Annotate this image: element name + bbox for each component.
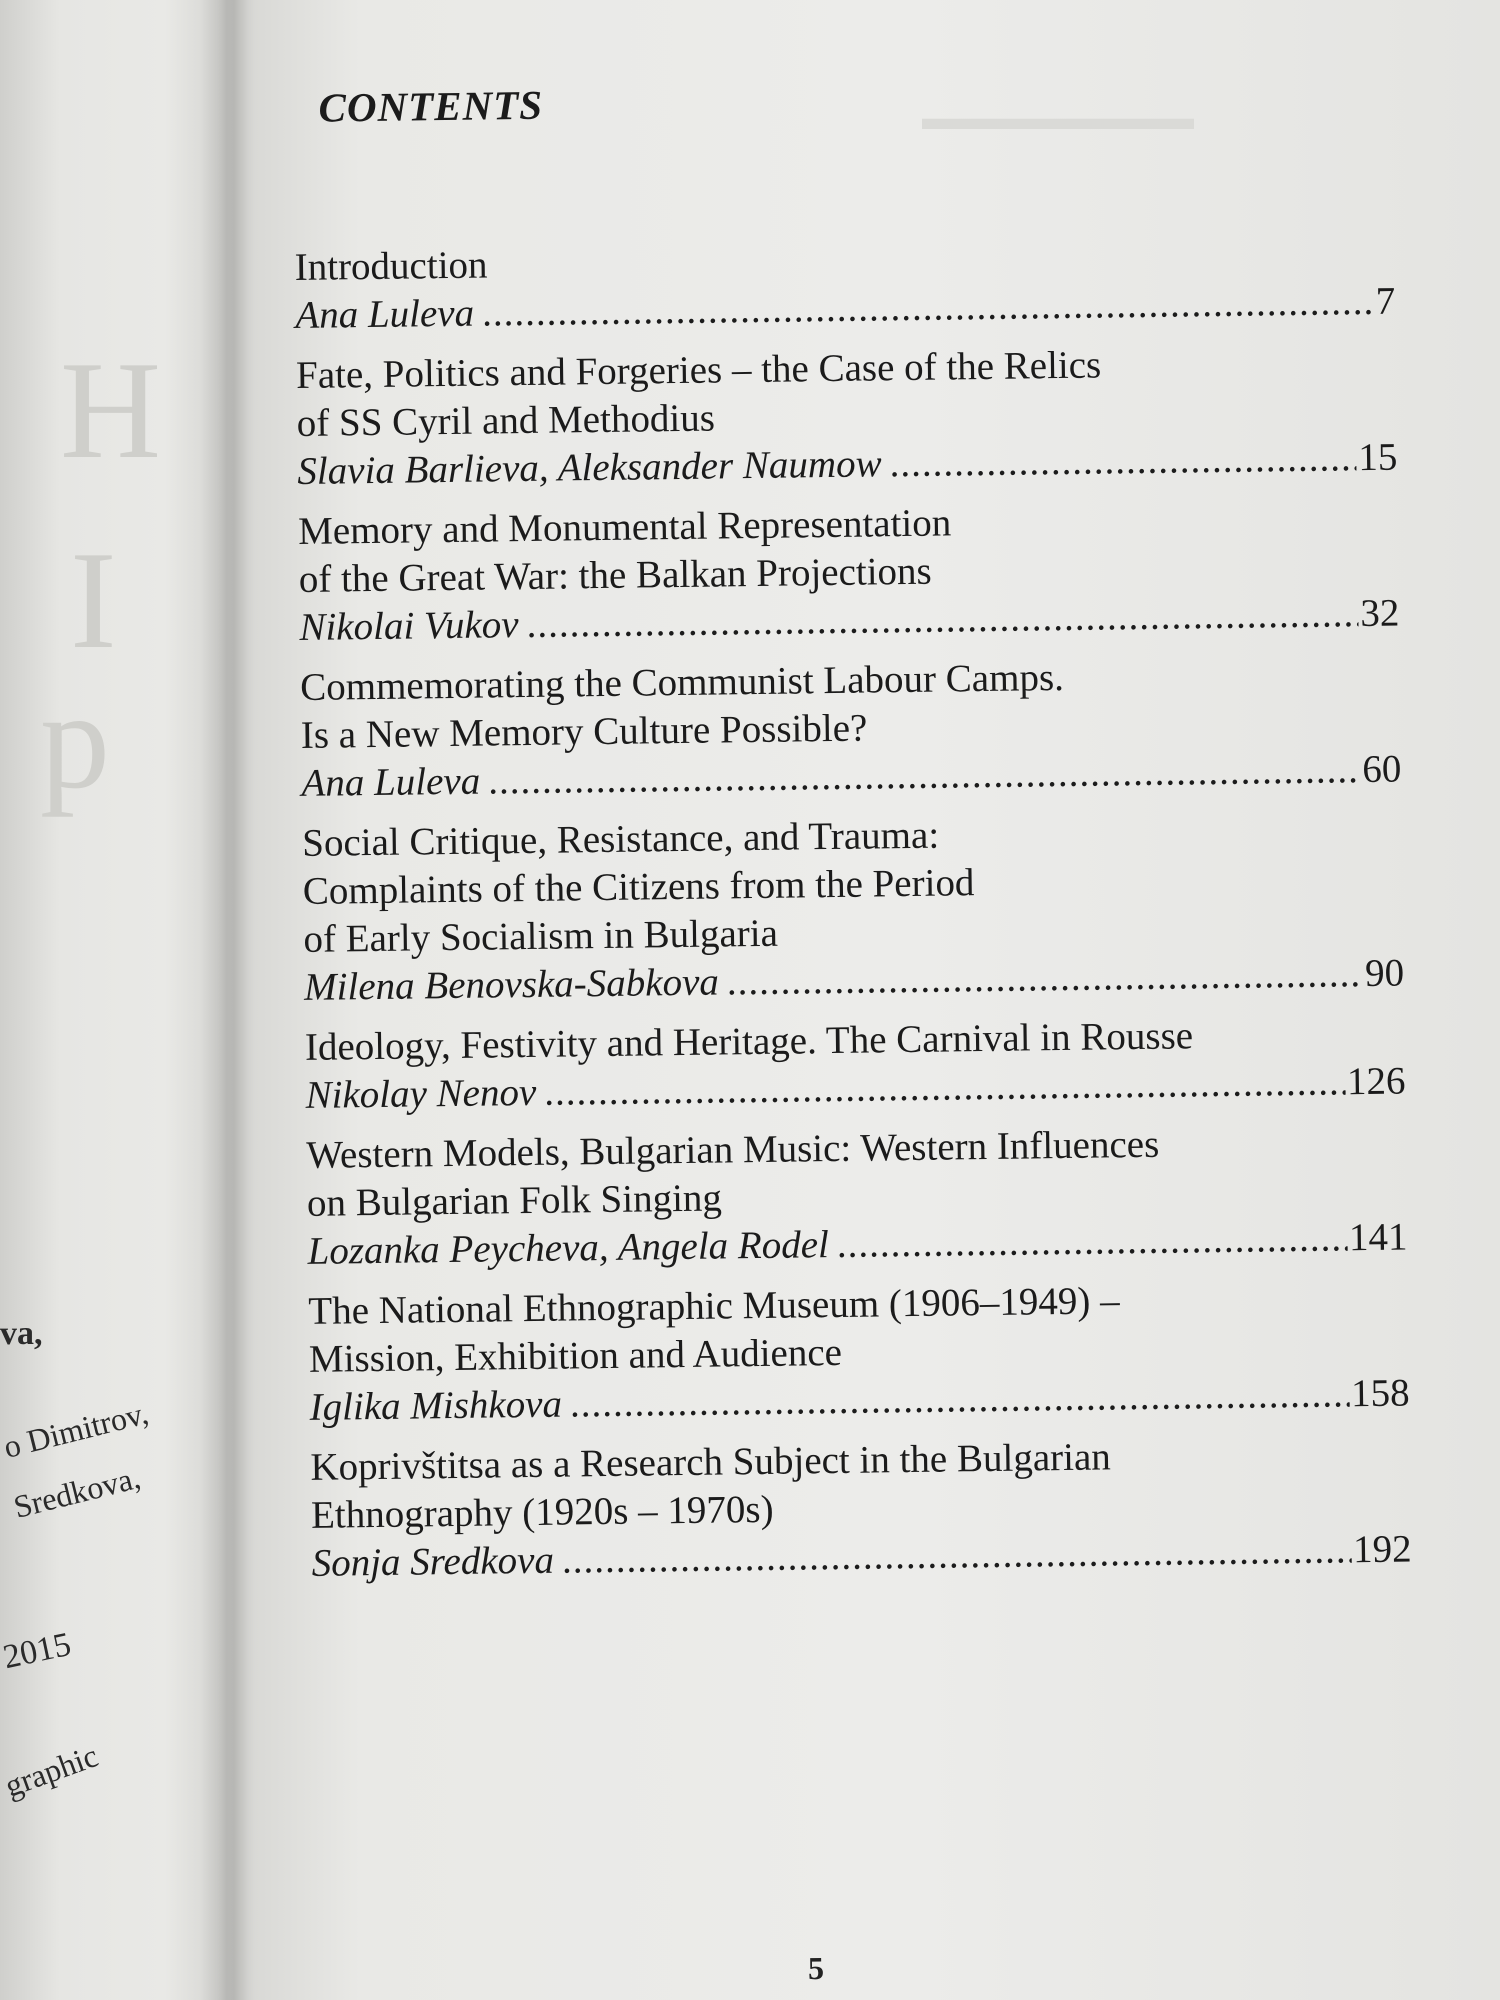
toc-entry-title: Koprivštitsa as a Research Subject in the Bulgarian bbox=[310, 1435, 1112, 1489]
toc-entry-page-number: 32 bbox=[1360, 591, 1400, 636]
toc-entry-authors: Ana Luleva bbox=[295, 291, 475, 337]
toc-entry bbox=[310, 1429, 1412, 1587]
toc-entry-page-number: 158 bbox=[1350, 1371, 1410, 1416]
left-page-text-fragment: 2015 bbox=[0, 1625, 75, 1677]
toc-entry-title: Introduction bbox=[294, 243, 488, 289]
left-page-bleed-glyph: H bbox=[60, 333, 162, 488]
toc-entry-authors: Sonja Sredkova bbox=[311, 1538, 555, 1585]
toc-entry-title: Mission, Exhibition and Audience bbox=[308, 1330, 843, 1381]
contents-page bbox=[262, 0, 1500, 2000]
dot-leader bbox=[488, 746, 1361, 805]
toc-entry-authors: Lozanka Peycheva, Angela Rodel bbox=[307, 1223, 830, 1273]
left-page-text-fragment: Sredkova, bbox=[10, 1458, 144, 1525]
left-page-text-fragment: o Dimitrov, bbox=[0, 1394, 152, 1465]
toc-entry-title: Social Critique, Resistance, and Trauma: bbox=[301, 813, 940, 865]
dot-leader bbox=[570, 1370, 1350, 1428]
toc-entry-title: Commemorating the Communist Labour Camps. bbox=[299, 655, 1065, 709]
toc-entry-title: of Early Socialism in Bulgaria bbox=[303, 911, 779, 961]
bleed-through-text: ▬▬▬▬▬▬▬▬ bbox=[922, 100, 1194, 137]
toc-entry-authors: Iglika Mishkova bbox=[309, 1382, 563, 1429]
toc-entry bbox=[302, 806, 1404, 1012]
left-page-bleed-glyph: p bbox=[40, 663, 110, 818]
left-page-bleed-glyph: I bbox=[70, 523, 117, 678]
toc-entry-page-number: 15 bbox=[1358, 435, 1398, 480]
toc-entry-authors: Slavia Barlieva, Aleksander Naumow bbox=[297, 442, 882, 493]
toc-entry bbox=[300, 650, 1402, 808]
toc-entry bbox=[296, 338, 1398, 496]
book-spine-shadow bbox=[200, 0, 248, 2000]
dot-leader bbox=[544, 1058, 1345, 1116]
toc-entry-title: Fate, Politics and Forgeries – the Case of the Relics bbox=[295, 343, 1102, 397]
toc-entry bbox=[308, 1273, 1410, 1431]
page-title: CONTENTS bbox=[318, 81, 544, 131]
toc-entry-title: on Bulgarian Folk Singing bbox=[306, 1176, 723, 1225]
dot-leader bbox=[837, 1214, 1348, 1269]
left-page-text-fragment: graphic bbox=[0, 1737, 103, 1804]
toc-entry-title: Western Models, Bulgarian Music: Western Influences bbox=[306, 1122, 1160, 1177]
toc-entry-page-number: 192 bbox=[1352, 1527, 1412, 1572]
toc-entry-authors: Nikolay Nenov bbox=[305, 1070, 537, 1117]
toc-entry-page-number: 7 bbox=[1375, 279, 1396, 323]
dot-leader bbox=[727, 950, 1364, 1006]
toc-entry-title: Ethnography (1920s – 1970s) bbox=[310, 1487, 774, 1537]
toc-entry-authors: Milena Benovska-Sabkova bbox=[303, 960, 720, 1009]
toc-entry bbox=[306, 1118, 1408, 1276]
toc-entry-authors: Nikolai Vukov bbox=[299, 603, 519, 649]
toc-list bbox=[294, 230, 1411, 1588]
toc-entry-title: The National Ethnographic Museum (1906–1949) – bbox=[308, 1279, 1120, 1333]
dot-leader bbox=[562, 1526, 1352, 1584]
toc-entry-page-number: 60 bbox=[1362, 747, 1402, 792]
toc-entry-title: Is a New Memory Culture Possible? bbox=[300, 706, 868, 757]
toc-entry bbox=[298, 494, 1400, 652]
toc-entry-title: Ideology, Festivity and Heritage. The Carnival in Rousse bbox=[304, 1014, 1194, 1069]
toc-entry-title: of the Great War: the Balkan Projections bbox=[298, 549, 932, 601]
toc-entry-page-number: 126 bbox=[1346, 1059, 1406, 1104]
page-number: 5 bbox=[807, 1949, 825, 1987]
toc-entry-title: Complaints of the Citizens from the Period bbox=[302, 861, 975, 913]
toc-entry-authors: Ana Luleva bbox=[301, 759, 481, 805]
table-of-contents bbox=[292, 46, 1412, 1600]
toc-entry bbox=[294, 230, 1395, 340]
dot-leader bbox=[889, 434, 1356, 488]
left-facing-page bbox=[0, 0, 225, 2000]
left-page-text-fragment: va, bbox=[0, 1315, 43, 1352]
toc-entry-page-number: 90 bbox=[1364, 951, 1405, 996]
toc-entry bbox=[305, 1010, 1406, 1120]
dot-leader bbox=[482, 278, 1374, 338]
dot-leader bbox=[526, 590, 1358, 649]
toc-entry-title: Memory and Monumental Representation bbox=[297, 501, 952, 553]
toc-entry-page-number: 141 bbox=[1348, 1215, 1408, 1260]
toc-entry-title: of SS Cyril and Methodius bbox=[296, 396, 716, 445]
